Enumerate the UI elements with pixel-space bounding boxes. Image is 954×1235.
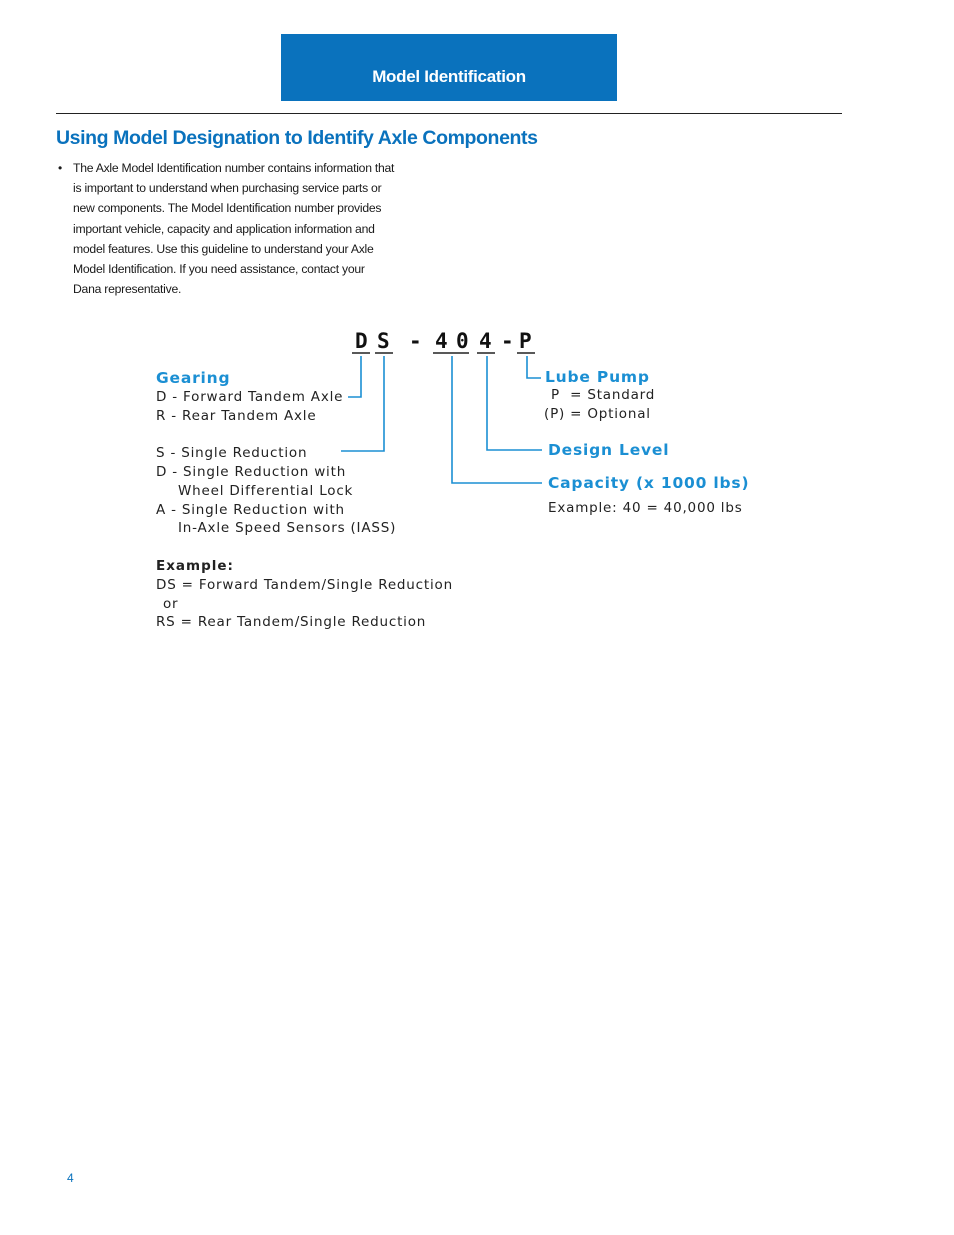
page-number: 4 [67,1171,74,1185]
lube-pump-block [544,368,655,422]
connector-design-level [487,356,542,450]
connector-capacity [452,356,542,483]
code-char-p: P [519,329,532,353]
section-title: Model Identification [372,66,526,86]
connector-gearing-2 [341,356,384,451]
gearing-s: S - Single Reduction [156,445,308,461]
intro-line: is important to understand when purchasing service parts or [73,181,382,196]
code-char-4a: 4 [435,329,448,353]
lube-pump-title: Lube Pump [545,368,650,386]
code-dash-2: - [501,329,514,353]
page-heading: Using Model Designation to Identify Axle Components [56,127,538,149]
intro-line: important vehicle, capacity and application information and [73,221,375,236]
intro-line: model features. Use this guideline to understand your Axle [73,241,374,256]
intro-line: Model Identification. If you need assistance, contact your [73,262,365,277]
intro-line: Dana representative. [73,282,182,297]
capacity-title: Capacity (x 1000 lbs) [548,474,750,492]
lube-pump-standard: P = Standard [551,387,656,403]
gearing-d: D - Forward Tandem Axle [156,389,344,405]
code-char-d: D [355,329,368,353]
capacity-example: Example: 40 = 40,000 lbs [548,500,743,516]
example-title: Example: [156,558,234,574]
capacity-block [548,474,749,516]
gearing-ab: In-Axle Speed Sensors (IASS) [178,520,397,536]
gearing-d2a: D - Single Reduction with [156,464,347,480]
gearing-title: Gearing [156,369,231,387]
code-dash-1: - [409,329,422,353]
connector-lines [341,356,542,483]
example-block [156,558,453,630]
gearing-block [156,369,396,536]
code-char-s: S [377,329,390,353]
design-level-title: Design Level [548,441,670,459]
code-char-4b: 4 [479,329,492,353]
model-code [355,329,532,353]
example-line-1: DS = Forward Tandem/Single Reduction [156,577,453,593]
lube-pump-optional: (P) = Optional [544,406,651,422]
connector-lube-pump [527,356,541,378]
gearing-aa: A - Single Reduction with [156,502,345,518]
example-line-3: RS = Rear Tandem/Single Reduction [156,614,427,630]
gearing-d2b: Wheel Differential Lock [178,483,354,499]
example-line-2: or [163,596,179,612]
gearing-r: R - Rear Tandem Axle [156,408,317,424]
connector-gearing-1 [348,356,361,397]
bullet-marker: • [58,161,63,175]
code-char-0: 0 [456,329,469,353]
intro-line: new components. The Model Identification number provides [73,201,382,216]
intro-line: The Axle Model Identification number contains information that [73,161,395,175]
